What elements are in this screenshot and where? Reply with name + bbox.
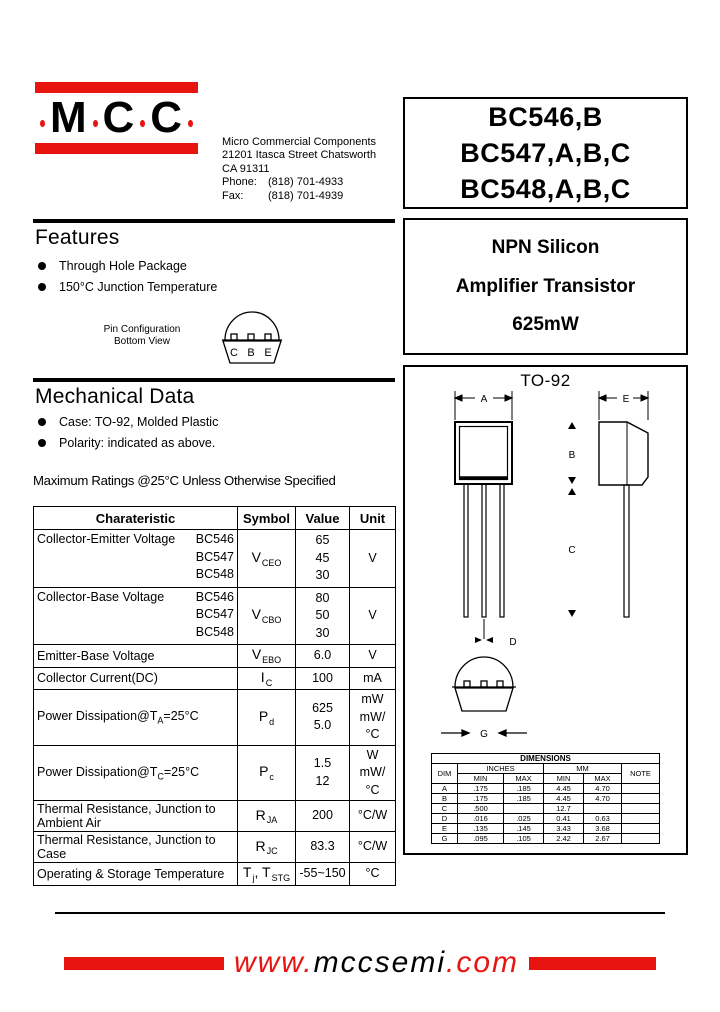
ratings-cell-symbol: $V_{CEO}$ <box>238 530 296 588</box>
ratings-row <box>34 690 396 746</box>
logo-bar-bottom <box>35 143 198 154</box>
caption-line: Pin Configuration <box>103 324 181 335</box>
dimension-row <box>432 834 660 844</box>
dimension-cell <box>584 804 622 814</box>
ratings-cell-unit <box>350 690 396 746</box>
rating-unit: mW/°C <box>359 709 386 741</box>
dim-label-c: C <box>568 545 576 556</box>
ratings-row <box>34 801 396 832</box>
ratings-row <box>34 645 396 668</box>
dimension-cell: 4.70 <box>584 784 622 794</box>
part-number: BC548,A,B,C <box>460 174 631 204</box>
ratings-cell-symbol: $V_{CBO}$ <box>238 587 296 645</box>
to92-title: TO-92 <box>520 371 571 390</box>
logo-letter: M <box>49 93 88 142</box>
logo-letter: C <box>150 93 184 142</box>
rating-value: 45 <box>315 550 330 565</box>
dimension-row <box>432 824 660 834</box>
ratings-cell-characteristic: Operating & Storage Temperature <box>34 863 238 886</box>
phone-number: (818) 701-4933 <box>268 176 344 189</box>
to92-dimension-marks <box>475 422 576 643</box>
to92-bottom-view <box>441 657 527 736</box>
url-domain: mccsemi <box>313 946 446 979</box>
dimensions-table: DIMENSIONS DIM INCHES MM NOTE MIN MAX MIN MAX A .175 .185 4.45 4.70 B .175 .185 4.45 4.70 C .500 12.7 D .016 .025 0.41 0.63 E .135 .145 3.43 3.68 G .095 .105 2.42 2.67 <box>431 753 660 844</box>
ratings-cell-value <box>296 587 350 645</box>
dim-label-e: E <box>622 394 630 405</box>
ratings-cell-characteristic: Power $Dissipation@T_C=25^\circ C$ <box>34 745 238 801</box>
rating-value: -55~150 <box>299 866 346 880</box>
company-phone <box>222 176 376 189</box>
dimensions-title: DIMENSIONS <box>432 754 660 764</box>
url-tld: .com <box>446 946 520 979</box>
rating-unit: °C/W <box>357 808 388 823</box>
ratings-cell-unit <box>350 745 396 801</box>
ratings-cell-value <box>296 690 350 746</box>
rating-unit: V <box>368 608 377 622</box>
ratings-cell-value <box>296 801 350 832</box>
bullet-icon <box>38 283 46 291</box>
ratings-header: Symbol <box>238 507 296 530</box>
dimension-cell: 3.68 <box>584 824 622 834</box>
ratings-cell-value <box>296 645 350 668</box>
ratings-cell-unit <box>350 645 396 668</box>
device-name: BC548 <box>195 624 234 639</box>
dimension-cell: 0.41 <box>544 814 584 824</box>
ratings-cell-unit <box>350 530 396 588</box>
dimension-cell: .095 <box>458 834 504 844</box>
logo-dot-icon <box>40 120 45 127</box>
pin-label-c: C <box>230 347 238 359</box>
ratings-cell-value <box>296 832 350 863</box>
description-line: NPN Silicon <box>491 236 600 258</box>
ratings-cell-characteristic: Collector-Emitter Voltage BC546 BC547 BC548 <box>34 530 238 588</box>
description-line: 625mW <box>512 314 579 336</box>
ratings-table <box>33 506 396 886</box>
fax-number: (818) 701-4939 <box>268 189 344 202</box>
device-name: BC546 <box>195 532 234 546</box>
rating-value: 80 <box>315 590 330 605</box>
footer <box>40 946 680 980</box>
mechanical-list <box>38 415 218 457</box>
to92-box <box>403 365 688 855</box>
ratings-cell-symbol: $R_{JA}$ <box>238 801 296 832</box>
dimension-cell <box>622 804 660 814</box>
company-info <box>222 136 376 203</box>
rating-value: 30 <box>315 568 330 582</box>
to92-side-view <box>599 391 648 617</box>
dimension-cell <box>622 834 660 844</box>
phone-label: Phone: <box>222 176 257 189</box>
rating-unit: W <box>366 747 379 762</box>
pin-labels <box>230 347 272 359</box>
logo-dot-icon <box>188 120 193 127</box>
dimension-cell: E <box>432 824 458 834</box>
ratings-cell-unit <box>350 832 396 863</box>
logo-dot-icon <box>93 120 98 127</box>
website-url <box>224 946 529 980</box>
mechanical-text: Polarity: indicated as above. <box>59 436 216 450</box>
dimension-cell: G <box>432 834 458 844</box>
ratings-cell-symbol: $I_C$ <box>238 667 296 690</box>
logo-letter: C <box>102 93 136 142</box>
rating-unit: mW <box>361 692 384 706</box>
dimension-row <box>432 784 660 794</box>
footer-rule <box>55 912 665 914</box>
pin-label-e: E <box>264 347 272 359</box>
ratings-header-row <box>34 507 396 530</box>
bullet-icon <box>38 439 46 447</box>
ratings-cell-characteristic: Collector-Base Voltage BC546 BC547 BC548 <box>34 587 238 645</box>
ratings-cell-unit <box>350 863 396 886</box>
rating-value: 65 <box>315 533 330 547</box>
ratings-header: Unit <box>350 507 396 530</box>
rating-value: 12 <box>315 773 330 788</box>
ratings-header: Value <box>296 507 350 530</box>
dimension-cell: .500 <box>458 804 504 814</box>
ratings-row <box>34 745 396 801</box>
dimension-cell: .185 <box>504 784 544 794</box>
rating-unit: °C/W <box>357 839 388 854</box>
dimension-cell: 4.70 <box>584 794 622 804</box>
ratings-cell-characteristic: Collector Current(DC) <box>34 667 238 690</box>
rating-value: 200 <box>312 808 333 823</box>
to92-front-view <box>455 391 512 617</box>
ratings-cell-symbol: $R_{JC}$ <box>238 832 296 863</box>
ratings-cell-unit <box>350 801 396 832</box>
dimension-cell: .175 <box>458 794 504 804</box>
ratings-row <box>34 587 396 645</box>
dimension-row <box>432 814 660 824</box>
dimension-cell <box>504 804 544 814</box>
feature-text: 150°C Junction Temperature <box>59 280 218 294</box>
ratings-cell-value <box>296 745 350 801</box>
pin-label-b: B <box>247 347 255 359</box>
mechanical-text: Case: TO-92, Molded Plastic <box>59 415 219 429</box>
dimension-row <box>432 794 660 804</box>
dimension-cell: .175 <box>458 784 504 794</box>
dimension-cell: 0.63 <box>584 814 622 824</box>
logo-text <box>35 93 198 143</box>
rating-value: 50 <box>315 608 330 622</box>
company-line: CA 91311 <box>222 162 270 175</box>
dimension-cell: .105 <box>504 834 544 844</box>
url-www: www. <box>233 946 314 979</box>
mechanical-heading: Mechanical Data <box>35 385 195 408</box>
pin-config-caption <box>92 324 192 348</box>
features-heading: Features <box>35 226 120 249</box>
device-name: BC547 <box>195 607 234 621</box>
dimension-cell: 4.45 <box>544 784 584 794</box>
caption-line: Bottom View <box>114 336 170 347</box>
dimension-cell: .016 <box>458 814 504 824</box>
company-fax <box>222 190 376 203</box>
dim-label-a: A <box>480 394 488 405</box>
ratings-row <box>34 863 396 886</box>
logo-bar-top <box>35 82 198 93</box>
dimension-cell: 4.45 <box>544 794 584 804</box>
part-number: BC546,B <box>488 102 603 132</box>
dimension-cell <box>622 824 660 834</box>
footer-bar-right <box>529 957 656 970</box>
dimension-cell: 12.7 <box>544 804 584 814</box>
rating-unit: V <box>368 550 377 565</box>
dimension-cell: 3.43 <box>544 824 584 834</box>
ratings-cell-symbol: $P_d$ <box>238 690 296 746</box>
rating-unit: V <box>368 648 377 662</box>
dimension-cell <box>622 784 660 794</box>
rating-value: 100 <box>312 670 333 685</box>
dimension-cell <box>622 814 660 824</box>
ratings-cell-symbol: $V_{EBO}$ <box>238 645 296 668</box>
ratings-cell-characteristic: Thermal Resistance, Junction to Case <box>34 832 238 863</box>
fax-label: Fax: <box>222 189 244 202</box>
mechanical-item <box>38 436 218 450</box>
dimension-cell <box>622 794 660 804</box>
features-list <box>38 259 217 301</box>
company-line: 21201 Itasca Street Chatsworth <box>222 149 377 162</box>
part-number-box <box>403 97 688 209</box>
dimension-cell: .025 <box>504 814 544 824</box>
device-name: BC546 <box>195 589 234 604</box>
footer-bar-left <box>64 957 224 970</box>
rating-value: 625 <box>312 700 333 715</box>
rating-unit: mA <box>363 670 382 685</box>
dim-label-d: D <box>509 637 517 648</box>
dimension-cell: .135 <box>458 824 504 834</box>
ratings-cell-symbol: $T_j$, $T_{STG}$ <box>238 863 296 886</box>
dim-label-g: G <box>480 729 488 740</box>
max-ratings-caption: Maximum Ratings @25°C Unless Otherwise Specified <box>33 473 336 488</box>
feature-text: Through Hole Package <box>59 259 187 273</box>
ratings-cell-unit <box>350 667 396 690</box>
dimension-cell: 2.67 <box>584 834 622 844</box>
ratings-row <box>34 530 396 588</box>
rating-unit: °C <box>365 866 380 880</box>
ratings-header: Charateristic <box>34 507 238 530</box>
ratings-cell-value <box>296 530 350 588</box>
rating-value: 83.3 <box>310 839 335 854</box>
bullet-icon <box>38 418 46 426</box>
description-box <box>403 218 688 355</box>
ratings-cell-characteristic: Power $Dissipation@T_A=25^\circ C$ <box>34 690 238 746</box>
company-line: Micro Commercial Components <box>222 136 377 148</box>
dimension-cell: C <box>432 804 458 814</box>
ratings-cell-value <box>296 863 350 886</box>
dimension-cell: B <box>432 794 458 804</box>
ratings-cell-unit <box>350 587 396 645</box>
ratings-row <box>34 832 396 863</box>
dimension-cell: 2.42 <box>544 834 584 844</box>
ratings-cell-characteristic: Thermal Resistance, Junction to Ambient Air <box>34 801 238 832</box>
ratings-row <box>34 667 396 690</box>
dim-label-b: B <box>568 450 576 461</box>
description-line: Amplifier Transistor <box>455 275 636 297</box>
rating-value: 6.0 <box>313 648 332 662</box>
dimension-row <box>432 804 660 814</box>
pin-config-drawing <box>203 300 303 370</box>
feature-item <box>38 259 217 273</box>
mechanical-item <box>38 415 218 429</box>
logo-dot-icon <box>140 120 145 127</box>
dimension-cell: .185 <box>504 794 544 804</box>
mcc-logo <box>35 82 198 154</box>
section-rule <box>33 378 395 382</box>
ratings-cell-symbol: $P_c$ <box>238 745 296 801</box>
ratings-cell-characteristic: Emitter-Base Voltage <box>34 645 238 668</box>
dimension-cell: A <box>432 784 458 794</box>
rating-value: 30 <box>315 625 330 640</box>
dimension-cell: .145 <box>504 824 544 834</box>
rating-unit: mW/°C <box>359 765 386 797</box>
device-name: BC548 <box>195 567 234 581</box>
dimension-cell: D <box>432 814 458 824</box>
rating-value: 1.5 <box>313 756 332 771</box>
section-rule <box>33 219 395 223</box>
ratings-cell-value <box>296 667 350 690</box>
bullet-icon <box>38 262 46 270</box>
rating-value: 5.0 <box>313 718 332 733</box>
part-number: BC547,A,B,C <box>460 138 631 168</box>
device-name: BC547 <box>195 549 234 564</box>
feature-item <box>38 280 217 294</box>
